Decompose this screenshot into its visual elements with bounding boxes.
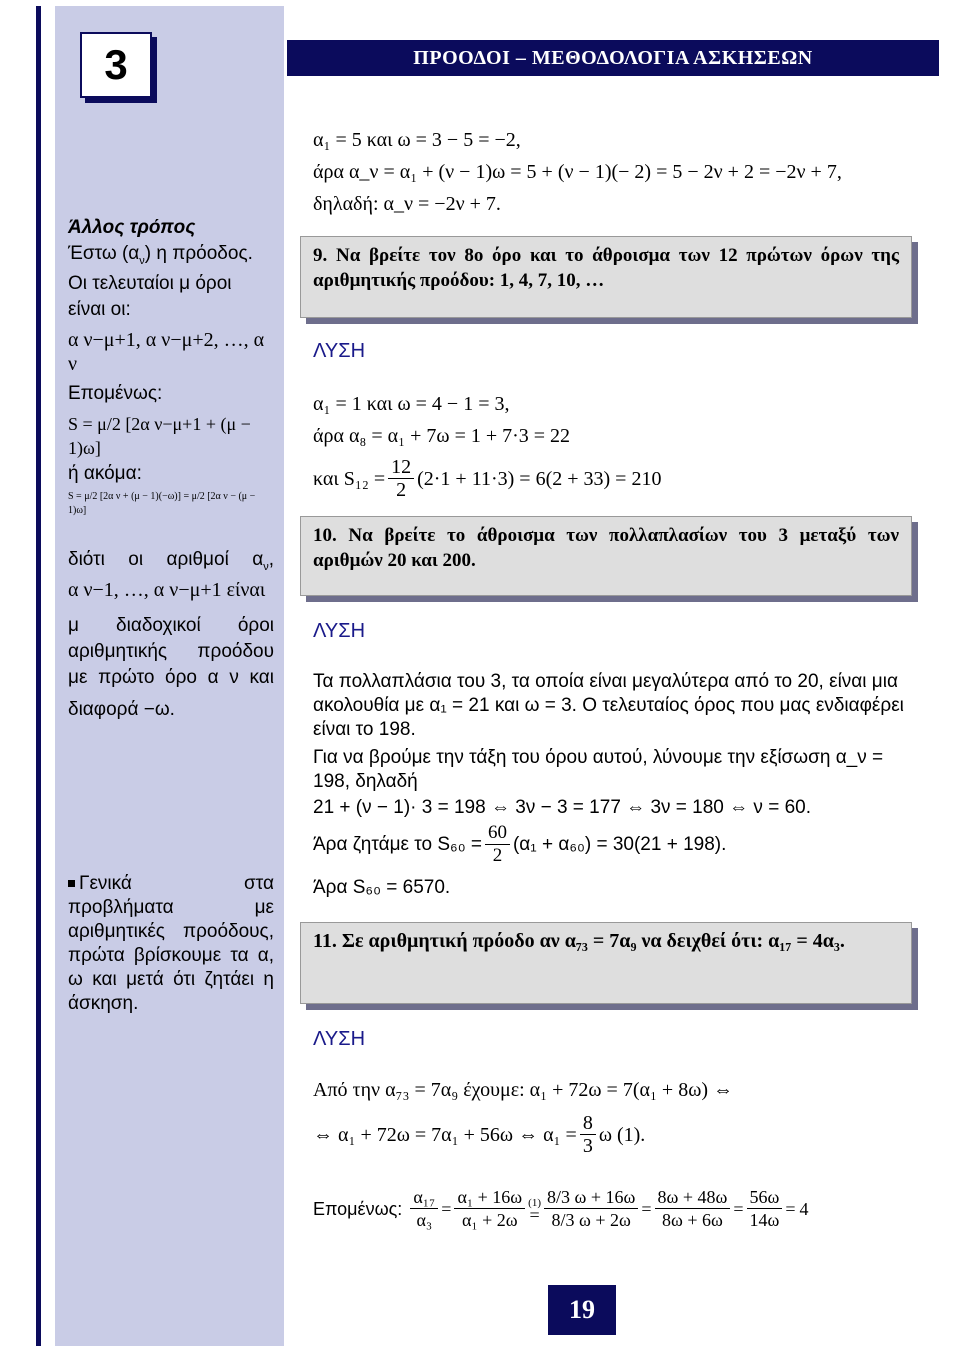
sidebar-line-last-terms: Οι τελευταίοι μ όροι <box>68 273 232 294</box>
ex10-result: Άρα S₆₀ = 6570. <box>313 877 451 898</box>
solution-line-2: άρα α_ν = α₁ + (ν − 1)ω = 5 + (ν − 1)(− 2) = 5 − 2ν + 2 = −2ν + 7, <box>313 161 842 183</box>
chapter-number: 3 <box>80 32 152 98</box>
ex10-sum-line: Άρα ζητάμε το S₆₀ = $\frac{60}{2}$ (α₁ + α₆₀) = 30(21 + 198). <box>313 822 727 866</box>
exercise-10-box: 10. Να βρείτε το άθροισμα των πολλαπλασίων του 3 μεταξύ των αριθμών 20 και 200. <box>300 516 912 596</box>
sidebar-because-line5: με πρώτο όρο α ν και <box>68 667 274 688</box>
exercise-10-solution-heading: ΛΥΣΗ <box>313 620 366 642</box>
alt-method-heading: Άλλος τρόπος <box>68 217 196 238</box>
exercise-9-box: 9. Να βρείτε τον 8ο όρο και το άθροισμα των 12 πρώτων όρων της αριθμητικής προόδου: 1, 4, 7, 10, … <box>300 236 912 318</box>
ex9-line-2: άρα α₈ = α₁ + 7ω = 1 + 7·3 = 22 <box>313 425 571 447</box>
ex11-line-1: Από την α₇₃ = 7α₉ έχουμε: α₁ + 72ω = 7(α₁ + 8ω) ⇔ <box>313 1079 734 1101</box>
ex11-line-2: ⇔ α₁ + 72ω = 7α₁ + 56ω ⇔ α₁ = $\frac{8}{3}$ ω (1). <box>313 1112 646 1157</box>
sidebar-because-line4: αριθμητικής προόδου <box>68 641 274 662</box>
sidebar-line-estw: Έστω $(\alpha_\nu)$ η πρόοδος. <box>68 243 253 267</box>
ex11-line-3: Επομένως: $\frac{\text{α₁₇}}{\text{α₃}}$ = $\frac{\text{α₁ + 16ω}}{\text{α₁ + 2ω}}$ (1) = $\frac{8/3 \omega + 16\omega}{8/3 \omega + 2\omega}$ = $\frac{8\omega + 48\omega}{8\omega + 6\omega}$ = $\frac{56\omega}{14\omega}$ = 4 <box>313 1187 809 1230</box>
sidebar-tip: Γενικά στα προβλήματα με αριθμητικές προόδους, πρώτα βρίσκουμε τα α, ω και μετά ότι ζητάει η άσκηση. <box>68 873 274 1014</box>
sidebar-because: διότι οι αριθμοί $\alpha_\nu$, <box>68 549 274 573</box>
ex10-paragraph-2: Για να βρούμε την τάξη του όρου αυτού, λύνουμε την εξίσωση α_ν = 198, δηλαδή <box>313 747 884 792</box>
sidebar-therefore: Επομένως: <box>68 383 163 404</box>
solution-line-1: α₁ = 5 και ω = 3 − 5 = −2, <box>313 129 521 151</box>
sidebar-terms-list: α ν−μ+1, α ν−μ+2, …, α ν <box>68 329 265 375</box>
exercise-11-solution-heading: ΛΥΣΗ <box>313 1028 366 1050</box>
sidebar-because-line2: α ν−1, …, α ν−μ+1 είναι <box>68 579 266 601</box>
sidebar-formula-2: S = μ/2 [2α ν + (μ − 1)(−ω)] = μ/2 [2α ν − (μ − 1)ω] <box>68 491 256 516</box>
sidebar-because-line3: μ διαδοχικοί όροι <box>68 615 274 636</box>
exercise-9-solution-heading: ΛΥΣΗ <box>313 340 366 362</box>
ex9-line-3: και S₁₂ = $\frac{12}{2}$ (2·1 + 11·3) = 6(2 + 33) = 210 <box>313 456 662 501</box>
bullet-square-icon <box>68 880 75 887</box>
page-header-title: ΠΡΟΟΔΟΙ – ΜΕΘΟΔΟΛΟΓΙΑ ΑΣΚΗΣΕΩΝ <box>287 40 939 76</box>
ex10-equation: 21 + (ν − 1)· 3 = 198 ⇔ 3ν − 3 = 177 ⇔ 3ν = 180 ⇔ ν = 60. <box>313 797 811 818</box>
sidebar-because-line6: διαφορά −ω. <box>68 699 175 720</box>
page-number: 19 <box>548 1285 616 1335</box>
solution-line-3: δηλαδή: α_ν = −2ν + 7. <box>313 193 501 215</box>
left-rule <box>36 6 41 1346</box>
sidebar-or-also: ή ακόμα: <box>68 463 142 484</box>
sidebar-formula-1: S = μ/2 [2α ν−μ+1 + (μ − 1)ω] <box>68 414 251 458</box>
sidebar-line-are: είναι οι: <box>68 299 131 320</box>
exercise-11-box: 11. Σε αριθμητική πρόοδο αν α₇₃ = 7α₉ να δειχθεί ότι: α₁₇ = 4α₃. <box>300 922 912 1004</box>
ex9-line-1: α₁ = 1 και ω = 4 − 1 = 3, <box>313 393 510 415</box>
ex10-paragraph-1: Τα πολλαπλάσια του 3, τα οποία είναι μεγαλύτερα από το 20, είναι μια ακολουθία με α₁ = 21 και ω = 3. Ο τελευταίος όρος που μας ενδιαφέρει είναι το 198. <box>313 671 904 740</box>
